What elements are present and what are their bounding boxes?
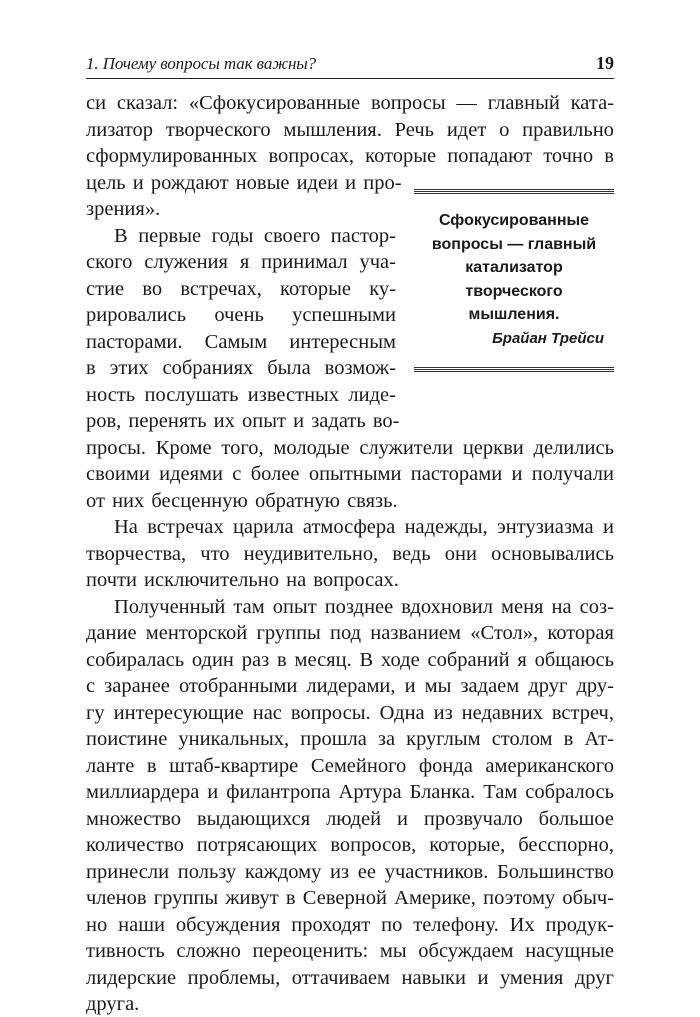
- body-line: множество выдающихся людей и прозвучало большое: [86, 807, 614, 830]
- pull-quote-author: Брайан Трейси: [492, 330, 604, 347]
- body-line: ров, перенять их опыт и задать во-: [86, 410, 400, 432]
- pull-quote-line: творческого: [465, 282, 563, 300]
- body-line: рировались очень успешными: [86, 304, 396, 326]
- pull-quote-text: [414, 209, 614, 327]
- body-line: собиралась один раз в месяц. В ходе собраний я общаюсь: [86, 648, 614, 671]
- body-line: принесли пользу каждому из ее участников. Большинство: [86, 860, 614, 883]
- body-line: от них бесценную обратную связь.: [86, 489, 398, 512]
- body-line: ланте в штаб-квартире Семейного фонда американского: [86, 754, 614, 777]
- pull-quote-line: вопросы — главный: [431, 235, 597, 253]
- running-title: 1. Почему вопросы так важны?: [86, 54, 317, 73]
- body-line: дание менторской группы под названием «Стол», которая: [86, 622, 614, 644]
- pull-quote: [414, 189, 614, 372]
- pull-quote-top-rule: [414, 189, 614, 194]
- running-header: [86, 52, 614, 79]
- body-line: членов группы живут в Северной Америке, поэтому обыч-: [86, 887, 614, 909]
- body-line: гу интересующие нас вопросы. Одна из недавних встреч,: [86, 701, 614, 724]
- body-line: пасторами. Самым интересным: [86, 330, 396, 353]
- body-line: Полученный там опыт позднее вдохновил меня на соз-: [114, 595, 614, 618]
- body-line: поистине уникальных, прошла за круглым столом в Ат-: [86, 728, 614, 750]
- body-line: просы. Кроме того, молодые служители церкви делились: [86, 436, 614, 459]
- body-line: си сказал: «Сфокусированные вопросы — главный ката-: [86, 92, 614, 114]
- pull-quote-bottom-rule: [414, 367, 614, 372]
- body-line: друга.: [86, 993, 140, 1015]
- pull-quote-line: Сфокусированные: [438, 212, 590, 229]
- body-line: сформулированных вопросах, которые попадают точно в: [86, 145, 614, 167]
- body-line: количество потрясающих вопросов, которые, бесспорно,: [86, 834, 614, 856]
- pull-quote-line: мышления.: [468, 306, 560, 323]
- body-line: цель и рождают новые идеи и про-: [86, 171, 402, 194]
- body-line: На встречах царила атмосфера надежды, энтузиазма и: [114, 516, 614, 538]
- body-line: ского служения я принимал уча-: [86, 251, 396, 273]
- body-line: почти исключительно на вопросах.: [86, 569, 399, 591]
- pull-quote-line: катализатор: [465, 259, 563, 276]
- body-line: стие во встречах, которые ку-: [86, 277, 396, 300]
- body-line: ность послушать известных лиде-: [86, 383, 396, 406]
- body-line: с заранее отобранными лидерами, и мы задаем друг дру-: [86, 675, 614, 697]
- body-line: лидерские проблемы, оттачиваем навыки и умения друг: [86, 966, 614, 989]
- body-line: творчества, что неудивительно, ведь они основывались: [86, 542, 614, 565]
- page-number: 19: [596, 53, 614, 73]
- body-line: В первые годы своего пастор-: [114, 224, 396, 247]
- body-line: своими идеями с более опытными пасторами и получали: [86, 463, 614, 485]
- body-line: миллиардера и филантропа Артура Бланка. Там собралось: [86, 781, 614, 803]
- body-line: тивность сложно переоценить: мы обсуждаем насущные: [86, 940, 614, 962]
- body-line: лизатор творческого мышления. Речь идет о правильно: [86, 118, 614, 141]
- body-line: но наши обсуждения проходят по телефону. Их продук-: [86, 913, 614, 936]
- body-line: зрения».: [86, 198, 161, 220]
- body-line: в этих собраниях была возмож-: [86, 357, 396, 379]
